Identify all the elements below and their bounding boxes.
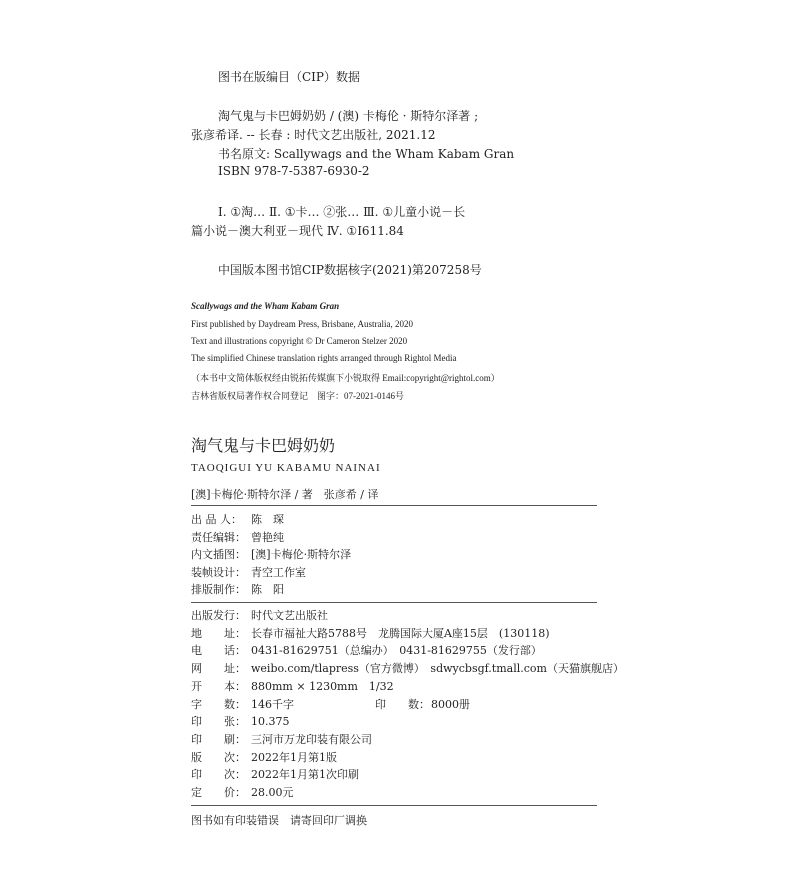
staff-value: 陈 琛 — [251, 513, 284, 526]
publish-print-qty-value: 8000册 — [431, 698, 470, 711]
publish-row-distributor — [191, 608, 328, 624]
publish-row-phone — [191, 643, 542, 659]
publish-key: 网 址： — [191, 662, 246, 675]
staff-key: 内文插图： — [191, 548, 246, 561]
staff-value: 曾艳纯 — [251, 531, 284, 544]
divider — [191, 505, 597, 506]
staff-row — [191, 512, 284, 528]
staff-row — [191, 565, 306, 581]
rights-title: Scallywags and the Wham Kabam Gran — [191, 301, 340, 311]
book-authors: [澳]卡梅伦·斯特尔泽 / 著 张彦希 / 译 — [191, 488, 379, 501]
publish-format: 880mm × 1230mm 1/32 — [251, 680, 394, 693]
rights-copyright: Text and illustrations copyright © Dr Cameron Stelzer 2020 — [191, 336, 408, 346]
publish-row-sheets — [191, 714, 290, 730]
publish-row-words — [191, 697, 294, 713]
cip-isbn: ISBN 978-7-5387-6930-2 — [218, 164, 370, 178]
publish-printer: 三河市万龙印装有限公司 — [251, 733, 372, 746]
publish-key: 印 张： — [191, 715, 246, 728]
staff-key: 排版制作： — [191, 583, 246, 596]
publish-row-price — [191, 785, 294, 801]
publish-key: 电 话： — [191, 644, 246, 657]
staff-key: 责任编辑： — [191, 531, 246, 544]
publish-impression: 2022年1月第1次印刷 — [251, 768, 359, 781]
publish-key: 字 数： — [191, 698, 246, 711]
publish-price: 28.00元 — [251, 786, 294, 799]
publish-print-qty — [375, 697, 470, 713]
publish-edition: 2022年1月第1版 — [251, 751, 337, 764]
staff-row — [191, 582, 284, 598]
cip-line-5: Ⅰ. ①淘… Ⅱ. ①卡… ②张… Ⅲ. ①儿童小说－长 — [218, 205, 466, 219]
publish-key: 版 次： — [191, 751, 246, 764]
staff-row — [191, 547, 351, 563]
rights-translation: The simplified Chinese translation rights arranged through Rightol Media — [191, 353, 457, 363]
divider — [191, 805, 597, 806]
divider — [191, 602, 597, 603]
staff-key: 出 品 人： — [191, 513, 242, 526]
publish-row-address — [191, 626, 550, 642]
publish-row-printer — [191, 732, 372, 748]
publish-web: weibo.com/tlapress（官方微博） sdwycbsgf.tmall.com（天猫旗舰店） — [251, 662, 624, 675]
staff-value: 陈 阳 — [251, 583, 284, 596]
cip-number: 中国版本图书馆CIP数据核字(2021)第207258号 — [218, 263, 482, 277]
publish-key: 定 价： — [191, 786, 246, 799]
staff-key: 装帧设计： — [191, 566, 246, 579]
publish-key: 印 刷： — [191, 733, 246, 746]
publish-key: 印 次： — [191, 768, 246, 781]
publish-key: 出版发行： — [191, 609, 246, 622]
publish-row-impression — [191, 767, 359, 783]
book-title: 淘气鬼与卡巴姆奶奶 — [191, 436, 336, 455]
publish-words: 146千字 — [251, 698, 294, 711]
footer-note: 图书如有印装错误 请寄回印厂调换 — [191, 814, 367, 827]
publish-key: 印 数： — [375, 698, 430, 711]
publish-row-format — [191, 679, 394, 695]
publish-key: 开 本： — [191, 680, 246, 693]
staff-value: 青空工作室 — [251, 566, 306, 579]
publish-row-edition — [191, 750, 337, 766]
rights-note: （本书中文简体版权经由锐拓传媒旗下小锐取得 Email:copyright@rightol.com） — [191, 373, 500, 383]
cip-line-6: 篇小说－澳大利亚－现代 Ⅳ. ①I611.84 — [191, 224, 404, 238]
staff-value: [澳]卡梅伦·斯特尔泽 — [251, 548, 352, 561]
publish-distributor: 时代文艺出版社 — [251, 609, 328, 622]
staff-row — [191, 530, 284, 546]
book-pinyin: TAOQIGUI YU KABAMU NAINAI — [191, 462, 381, 474]
publish-phone: 0431-81629751（总编办） 0431-81629755（发行部） — [251, 644, 542, 657]
publish-sheets: 10.375 — [251, 715, 290, 728]
cip-line-2: 张彦希译. -- 长春 : 时代文艺出版社, 2021.12 — [191, 128, 436, 142]
publish-row-web — [191, 661, 624, 677]
cip-line-1: 淘气鬼与卡巴姆奶奶 / (澳) 卡梅伦 · 斯特尔泽著 ; — [218, 109, 479, 123]
publish-address: 长春市福祉大路5788号 龙腾国际大厦A座15层 (130118) — [251, 627, 550, 640]
rights-first-published: First published by Daydream Press, Brisbane, Australia, 2020 — [191, 319, 413, 329]
rights-registration: 吉林省版权局著作权合同登记 图字：07-2021-0146号 — [191, 391, 404, 401]
cip-heading: 图书在版编目（CIP）数据 — [218, 70, 360, 84]
cip-line-3: 书名原文: Scallywags and the Wham Kabam Gran — [218, 147, 515, 161]
publish-key: 地 址： — [191, 627, 246, 640]
